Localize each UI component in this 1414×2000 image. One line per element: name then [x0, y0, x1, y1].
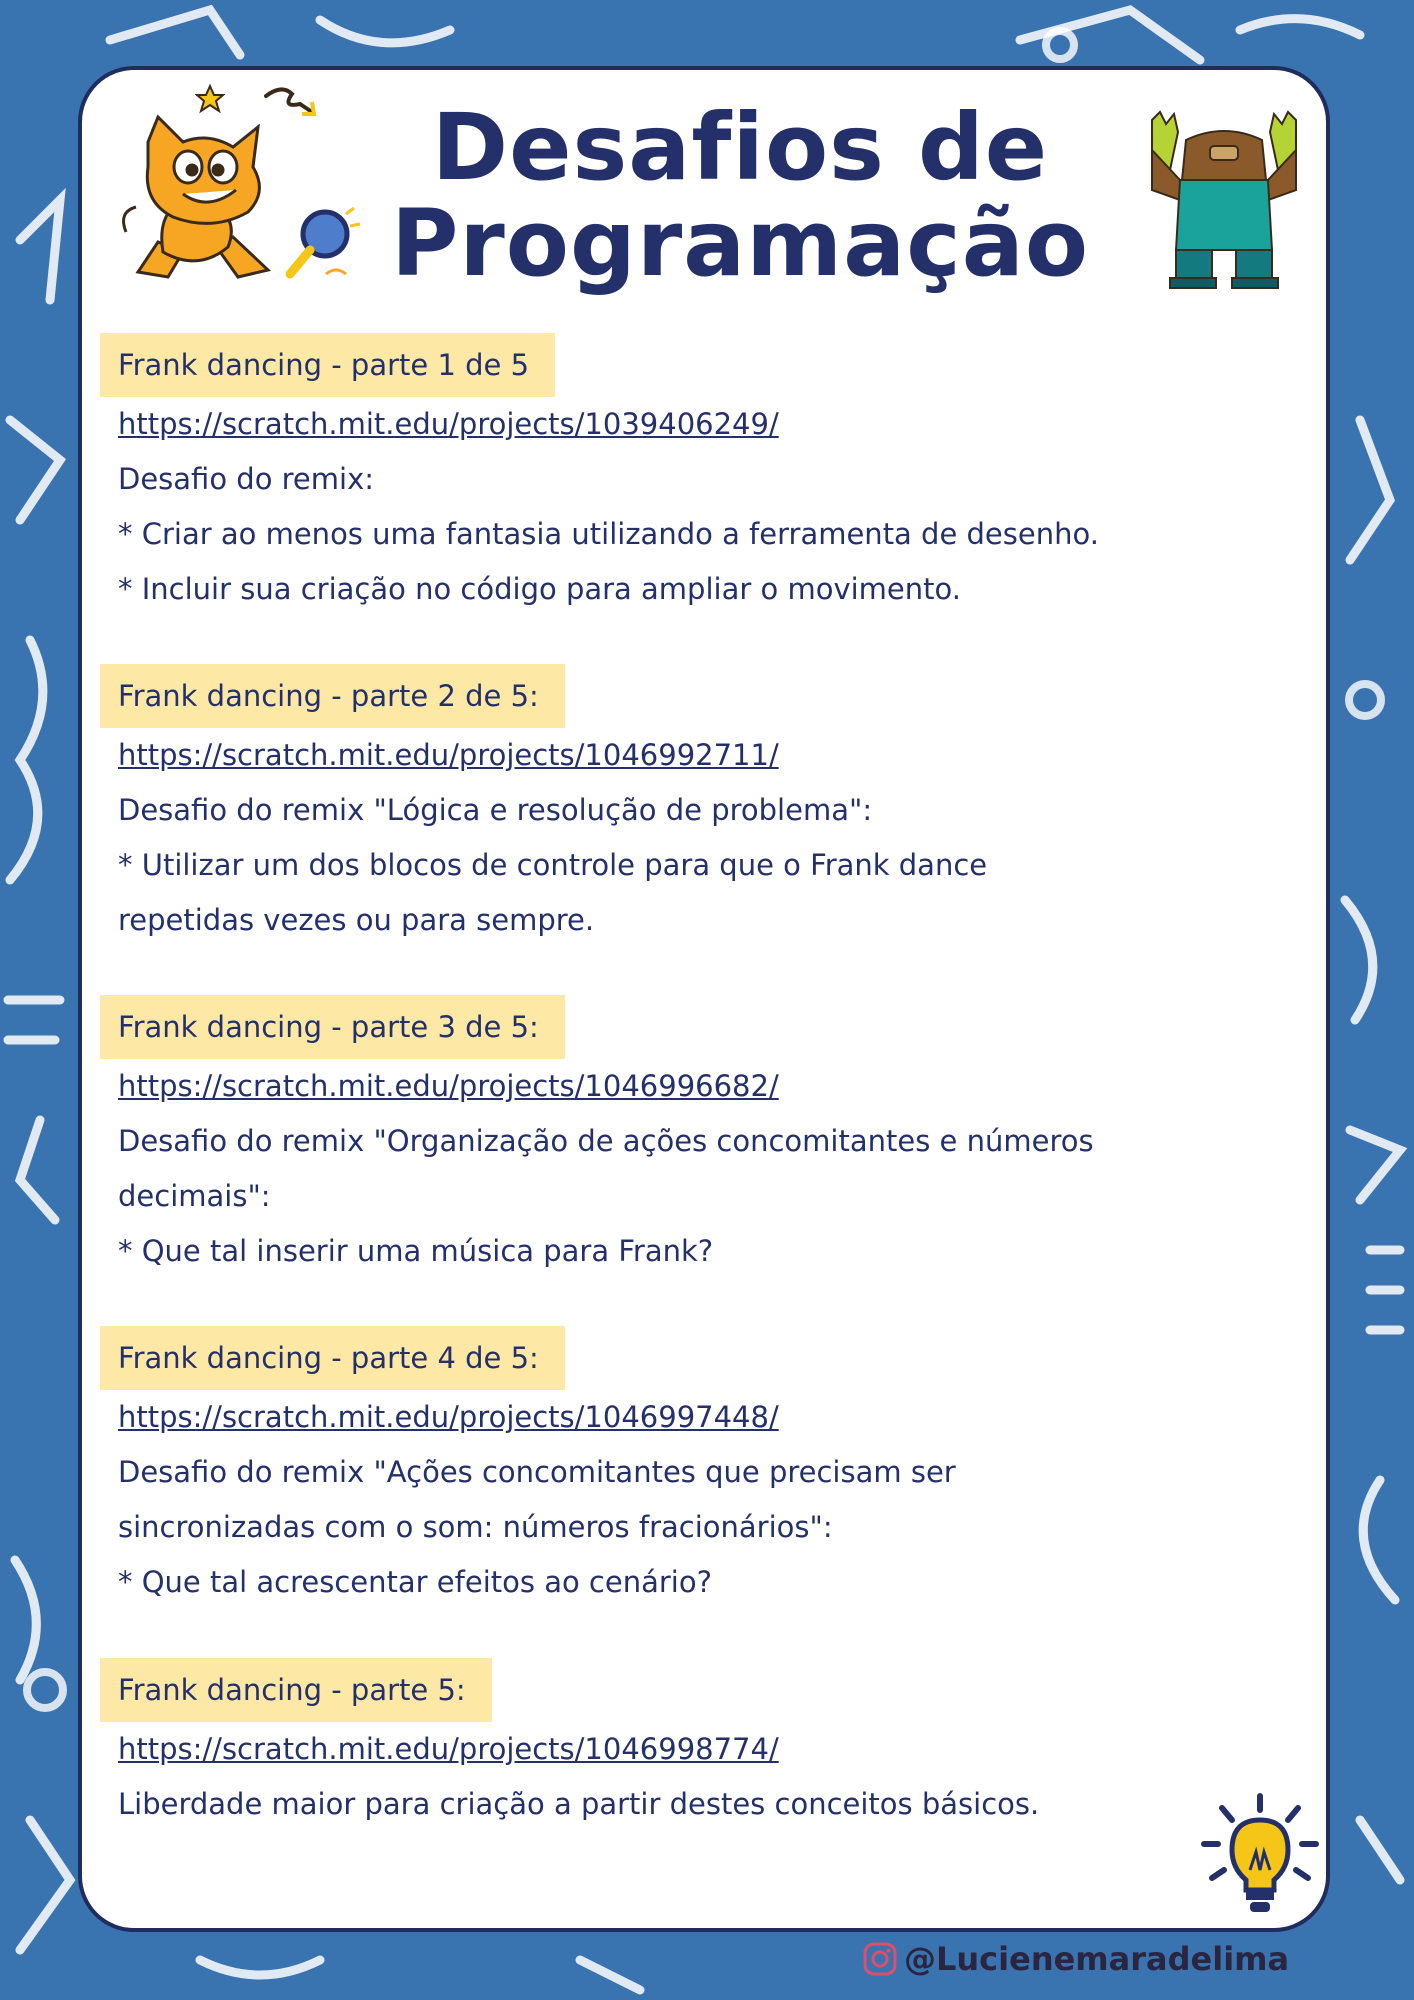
- section-text: * Utilizar um dos blocos de controle para que o Frank dance: [118, 848, 988, 882]
- section-text: * Que tal inserir uma música para Frank?: [118, 1234, 714, 1268]
- frank-monster-icon: [1140, 110, 1308, 292]
- section-text: * Que tal acrescentar efeitos ao cenário?: [118, 1565, 712, 1599]
- section-text: sincronizadas com o som: números fracionários":: [118, 1510, 833, 1544]
- challenge-section-2: [100, 664, 1300, 948]
- star-icon: [195, 84, 225, 114]
- section-heading: Frank dancing - parte 1 de 5: [100, 333, 555, 397]
- project-link[interactable]: https://scratch.mit.edu/projects/1046997448/: [118, 1400, 779, 1434]
- project-link[interactable]: https://scratch.mit.edu/projects/1046996682/: [118, 1069, 779, 1103]
- swirl-arrow-icon: [262, 84, 318, 118]
- scratch-cat-icon: [118, 112, 288, 292]
- section-text: decimais":: [118, 1179, 271, 1213]
- section-text: * Incluir sua criação no código para ampliar o movimento.: [118, 572, 961, 606]
- handle-text: @Lucienemaradelima: [904, 1940, 1290, 1978]
- section-heading: Frank dancing - parte 4 de 5:: [100, 1326, 565, 1390]
- lightbulb-icon: [1198, 1790, 1322, 1920]
- project-link[interactable]: https://scratch.mit.edu/projects/1046998774/: [118, 1732, 779, 1766]
- title-line-2: Programação: [390, 190, 1090, 297]
- project-link[interactable]: https://scratch.mit.edu/projects/1046992711/: [118, 738, 779, 772]
- section-text: Liberdade maior para criação a partir destes conceitos básicos.: [118, 1787, 1040, 1821]
- challenge-section-3: [100, 995, 1300, 1279]
- author-handle[interactable]: [862, 1936, 1289, 1982]
- section-text: repetidas vezes ou para sempre.: [118, 903, 595, 937]
- instagram-icon: [862, 1941, 898, 1977]
- page-title: [330, 94, 1150, 297]
- section-heading: Frank dancing - parte 5:: [100, 1658, 492, 1722]
- section-heading: Frank dancing - parte 2 de 5:: [100, 664, 565, 728]
- section-text: Desafio do remix "Organização de ações concomitantes e números: [118, 1124, 1094, 1158]
- challenge-section-4: [100, 1326, 1300, 1610]
- section-text: * Criar ao menos uma fantasia utilizando a ferramenta de desenho.: [118, 517, 1099, 551]
- section-text: Desafio do remix "Lógica e resolução de problema":: [118, 793, 873, 827]
- section-text: Desafio do remix "Ações concomitantes que precisam ser: [118, 1455, 956, 1489]
- challenge-section-5: [100, 1658, 1300, 1832]
- project-link[interactable]: https://scratch.mit.edu/projects/1039406249/: [118, 407, 779, 441]
- title-line-1: Desafios de: [431, 94, 1049, 201]
- challenge-section-1: [100, 333, 1300, 617]
- section-text: Desafio do remix:: [118, 462, 375, 496]
- section-heading: Frank dancing - parte 3 de 5:: [100, 995, 565, 1059]
